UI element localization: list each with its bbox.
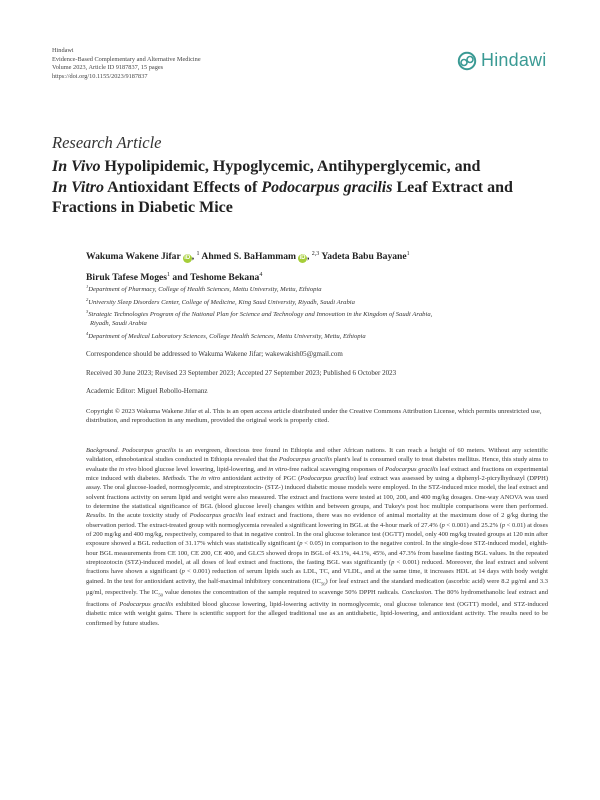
abstract-conclusion-label: Conclusion. xyxy=(401,589,433,597)
abstract-background-label: Background. xyxy=(86,447,120,454)
author-affil-sup: 1 xyxy=(196,251,200,257)
title-species: Podocarpus gracilis xyxy=(261,178,393,196)
copyright-notice: Copyright © 2023 Wakuma Wakene Jifar et al. This is an open access article distributed under the Creative Commons Attribution License, which permits unrestricted use, distribution, and reproduction in any medium, provided the original work is properly cited. xyxy=(86,408,542,425)
author-name[interactable]: Teshome Bekana xyxy=(190,272,260,284)
author-list: Wakuma Wakene Jifar iD , $^1$ Ahmed S. BaHammam iD , $^{2,3}$ Yadeta Babu Bayane$^1$ Biruk Tafese Moges$^1$ and Teshome Bekana$^4$ xyxy=(86,251,410,284)
orcid-icon[interactable]: iD xyxy=(299,255,306,262)
title-text-1: Hypolipidemic, Hypoglycemic, Antihyperglycemic, and xyxy=(100,158,481,175)
author-affil-sup: 1 xyxy=(406,251,410,257)
doi-link[interactable]: https://doi.org/10.1155/2023/9187837 xyxy=(52,72,148,80)
title-text-2: Antioxidant Effects of xyxy=(104,178,262,196)
author-affil-sup: 2,3 xyxy=(311,251,320,257)
abstract-results-label: Results. xyxy=(86,512,107,520)
affiliation: $^4$Department of Medical Laboratory Sciences, College Health Sciences, Mettu University, Mettu, Ethiopia xyxy=(86,330,366,341)
journal-name: Evidence-Based Complementary and Alternative Medicine xyxy=(52,55,201,63)
author-name[interactable]: Wakuma Wakene Jifar xyxy=(86,251,181,263)
article-title xyxy=(52,157,552,219)
author-name[interactable]: Yadeta Babu Bayane xyxy=(321,251,407,263)
hindawi-logo xyxy=(457,50,546,71)
publication-dates: Received 30 June 2023; Revised 23 September 2023; Accepted 27 September 2023; Published 6 October 2023 xyxy=(86,369,397,377)
author-name[interactable]: Ahmed S. BaHammam xyxy=(201,251,296,263)
affiliation: $^2$University Sleep Disorders Center, College of Medicine, King Saud University, Riyadh, Saudi Arabia xyxy=(86,296,355,306)
journal-header xyxy=(52,47,201,81)
affiliation: $^1$Department of Pharmacy, College of Health Sciences, Mettu University, Mettu, Ethiopia xyxy=(86,284,322,294)
author-name[interactable]: Biruk Tafese Moges xyxy=(86,272,168,284)
hindawi-logo-icon xyxy=(457,51,477,71)
author-affil-sup: 4 xyxy=(259,272,263,279)
logo-text: Hindawi xyxy=(481,50,547,70)
abstract-methods-label: Methods. xyxy=(162,475,187,483)
article-type: Research Article xyxy=(52,133,162,152)
orcid-icon[interactable]: iD xyxy=(184,255,191,262)
author-affil-sup: 1 xyxy=(167,272,171,279)
title-text-3: Leaf Extract and Fractions in Diabetic Mice xyxy=(52,178,513,216)
academic-editor: Academic Editor: Miguel Rebollo-Hernanz xyxy=(86,387,208,395)
abstract: Background. Podocarpus gracilis is an evergreen, dioecious tree found in Ethiopia and other African nations. It can reach a height of 60 meters. Without any scientific validation, ethnobotanical studies conducted in Ethiopia revealed that the Podocarpus gracilis plant's leaf is consumed orally to treat diabetes mellitus. Hence, this study aims to evaluate the in vivo blood glucose level lowering, lipid-lowering, and in vitro-free radical scavenging responses of Podocarpus gracilis leaf extract and fractions on experimental mice induced with diabetes. Methods. The in vitro antioxidant activity of PGC (Podocarpus gracilis) leaf extract was assessed by using a diphenyl-2-picrylhydrazyl (DPPH) assay. The oral glucose-loaded, normoglycemic, and streptozotocin- (STZ-) induced diabetic mouse models were employed. In the STZ-induced mice model, the leaf extract and solvent fractions activity on serum lipid and weight were also measured. The extract and fractions were tested at 100, 200, and 400 mg/kg dosages. One-way ANOVA was used to determine the statistical significance of BGL (blood glucose level) changes within and between groups, and Tukey's post hoc multiple comparisons were then performed. Results. In the acute toxicity study of Podocarpus gracilis leaf extract and fractions, there was no evidence of animal mortality at the maximum dose of 2 g/kg during the observation period. The extract-treated group with normoglycemia revealed a significant lowering in BGL at the 4-hour mark of 27.4% (p < 0.001) and 25.2% (p < 0.01) at doses of 200 mg/kg and 400 mg/kg, respectively, compared to that in negative control. In the oral glucose tolerance test (OGTT) model, only 400 mg/kg treated groups at 120 min after exposure showed a BGL reduction of 31.17% which was statistically significant (p < 0.05) in comparison to the negative control. In the single-dose STZ-induced model, eighth-hour BGL measurements from CE 100, CE 200, CE 400, and GLC5 showed drops in BGL of 43.1%, 44.1%, 45%, and 47.3% from baseline fasting BGL values. In the repeated streptozotocin (STZ)-induced model, at all doses of leaf extract and fractions, the fasting BGL was significantly (p < 0.001) reduced. Moreover, the leaf extract and solvent fractions have shown a significant (p < 0.001) reduction of serum lipids such as LDL, TC, and VLDL, and at the same time, it increases HDL at 14 days with body weight gained. In the test for antioxidant activity, the half-maximal inhibitory concentrations $(IC_{50})$ for leaf extract and the standard medication (ascorbic acid) were 8.2 μg/ml and 3.3 μg/ml, respectively. The $IC_{50}$ value denotes the concentration of the sample required to scavenge 50% DPPH radicals. Conclusion. The 80% hydromethanolic leaf extract and fractions of Podocarpus gracilis exhibited blood glucose lowering, lipid-lowering activity in normoglycemic, oral glucose tolerance test (OGTT) model, and STZ-induced diabetic mice with weight gains. There is scientific support for the alleged traditional use as an antidiabetic, lipid-lowering, and antioxidant activity. The results need to be confirmed by future studies. xyxy=(86,447,549,627)
title-in-vitro: In Vitro xyxy=(52,178,105,196)
title-in-vivo: In Vivo xyxy=(52,158,101,175)
volume-info: Volume 2023, Article ID 9187837, 15 pages xyxy=(52,64,164,72)
publisher-name: Hindawi xyxy=(52,47,74,54)
correspondence: Correspondence should be addressed to Wakuma Wakene Jifar; wakewakish05@gmail.com xyxy=(86,350,343,358)
affiliations xyxy=(86,283,546,343)
affiliation: $^3$Strategic Technologies Program of the National Plan for Science and Technology and Innovation in the Kingdom of Saudi Arabia, Riyadh, Saudi Arabia xyxy=(86,309,433,328)
